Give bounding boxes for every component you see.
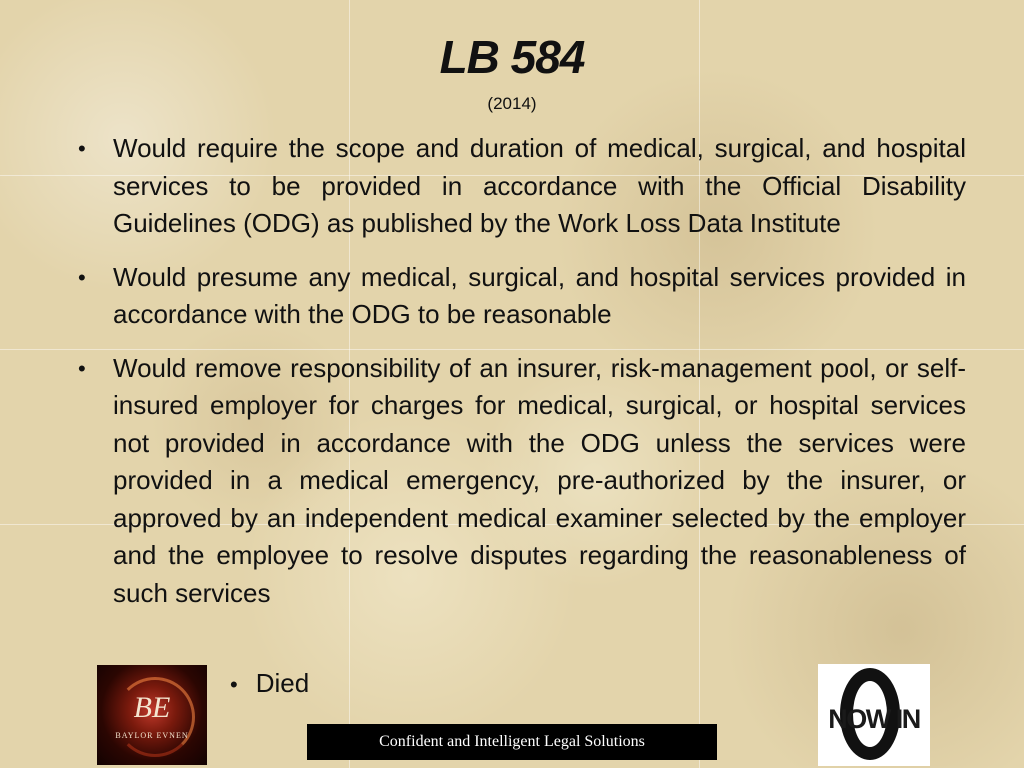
bullet-dot: •	[78, 136, 86, 161]
now-in-logo	[818, 664, 930, 766]
bullet-item	[74, 259, 966, 334]
slide-year: (2014)	[487, 94, 537, 113]
logo-monogram: BE	[133, 691, 171, 724]
sub-bullet	[230, 665, 309, 703]
footer-tagline: Confident and Intelligent Legal Solutions	[307, 724, 717, 760]
bullet-text: Would remove responsibility of an insurer, risk-management pool, or self-insured employer for charges for medical, surgical, or hospital services not provided in accordance with the ODG unless the services were provided in a medical emergency, pre-authorized by the insurer, or approved by an independent medical examiner selected by the employer and the employee to resolve disputes regarding the reasonableness of such services	[113, 352, 966, 608]
slide-title: LB 584	[439, 31, 585, 83]
bullet-item	[74, 350, 966, 613]
bullet-item	[74, 130, 966, 243]
bullet-list	[74, 130, 966, 628]
bullet-text: Would presume any medical, surgical, and hospital services provided in accordance with the ODG to be reasonable	[113, 261, 966, 329]
bullet-dot: •	[78, 355, 86, 381]
bullet-text: Would require the scope and duration of medical, surgical, and hospital services to be provided in accordance with the Official Disability Guidelines (ODG) as published by the Work Loss Data Institute	[113, 133, 966, 238]
bullet-dot: •	[230, 672, 238, 697]
sub-bullet-text: Died	[255, 668, 310, 698]
logo-text: NOW IN	[828, 704, 920, 734]
baylor-evnen-logo	[97, 665, 207, 765]
bullet-dot: •	[78, 264, 86, 290]
logo-firm-name: BAYLOR EVNEN	[115, 731, 189, 740]
